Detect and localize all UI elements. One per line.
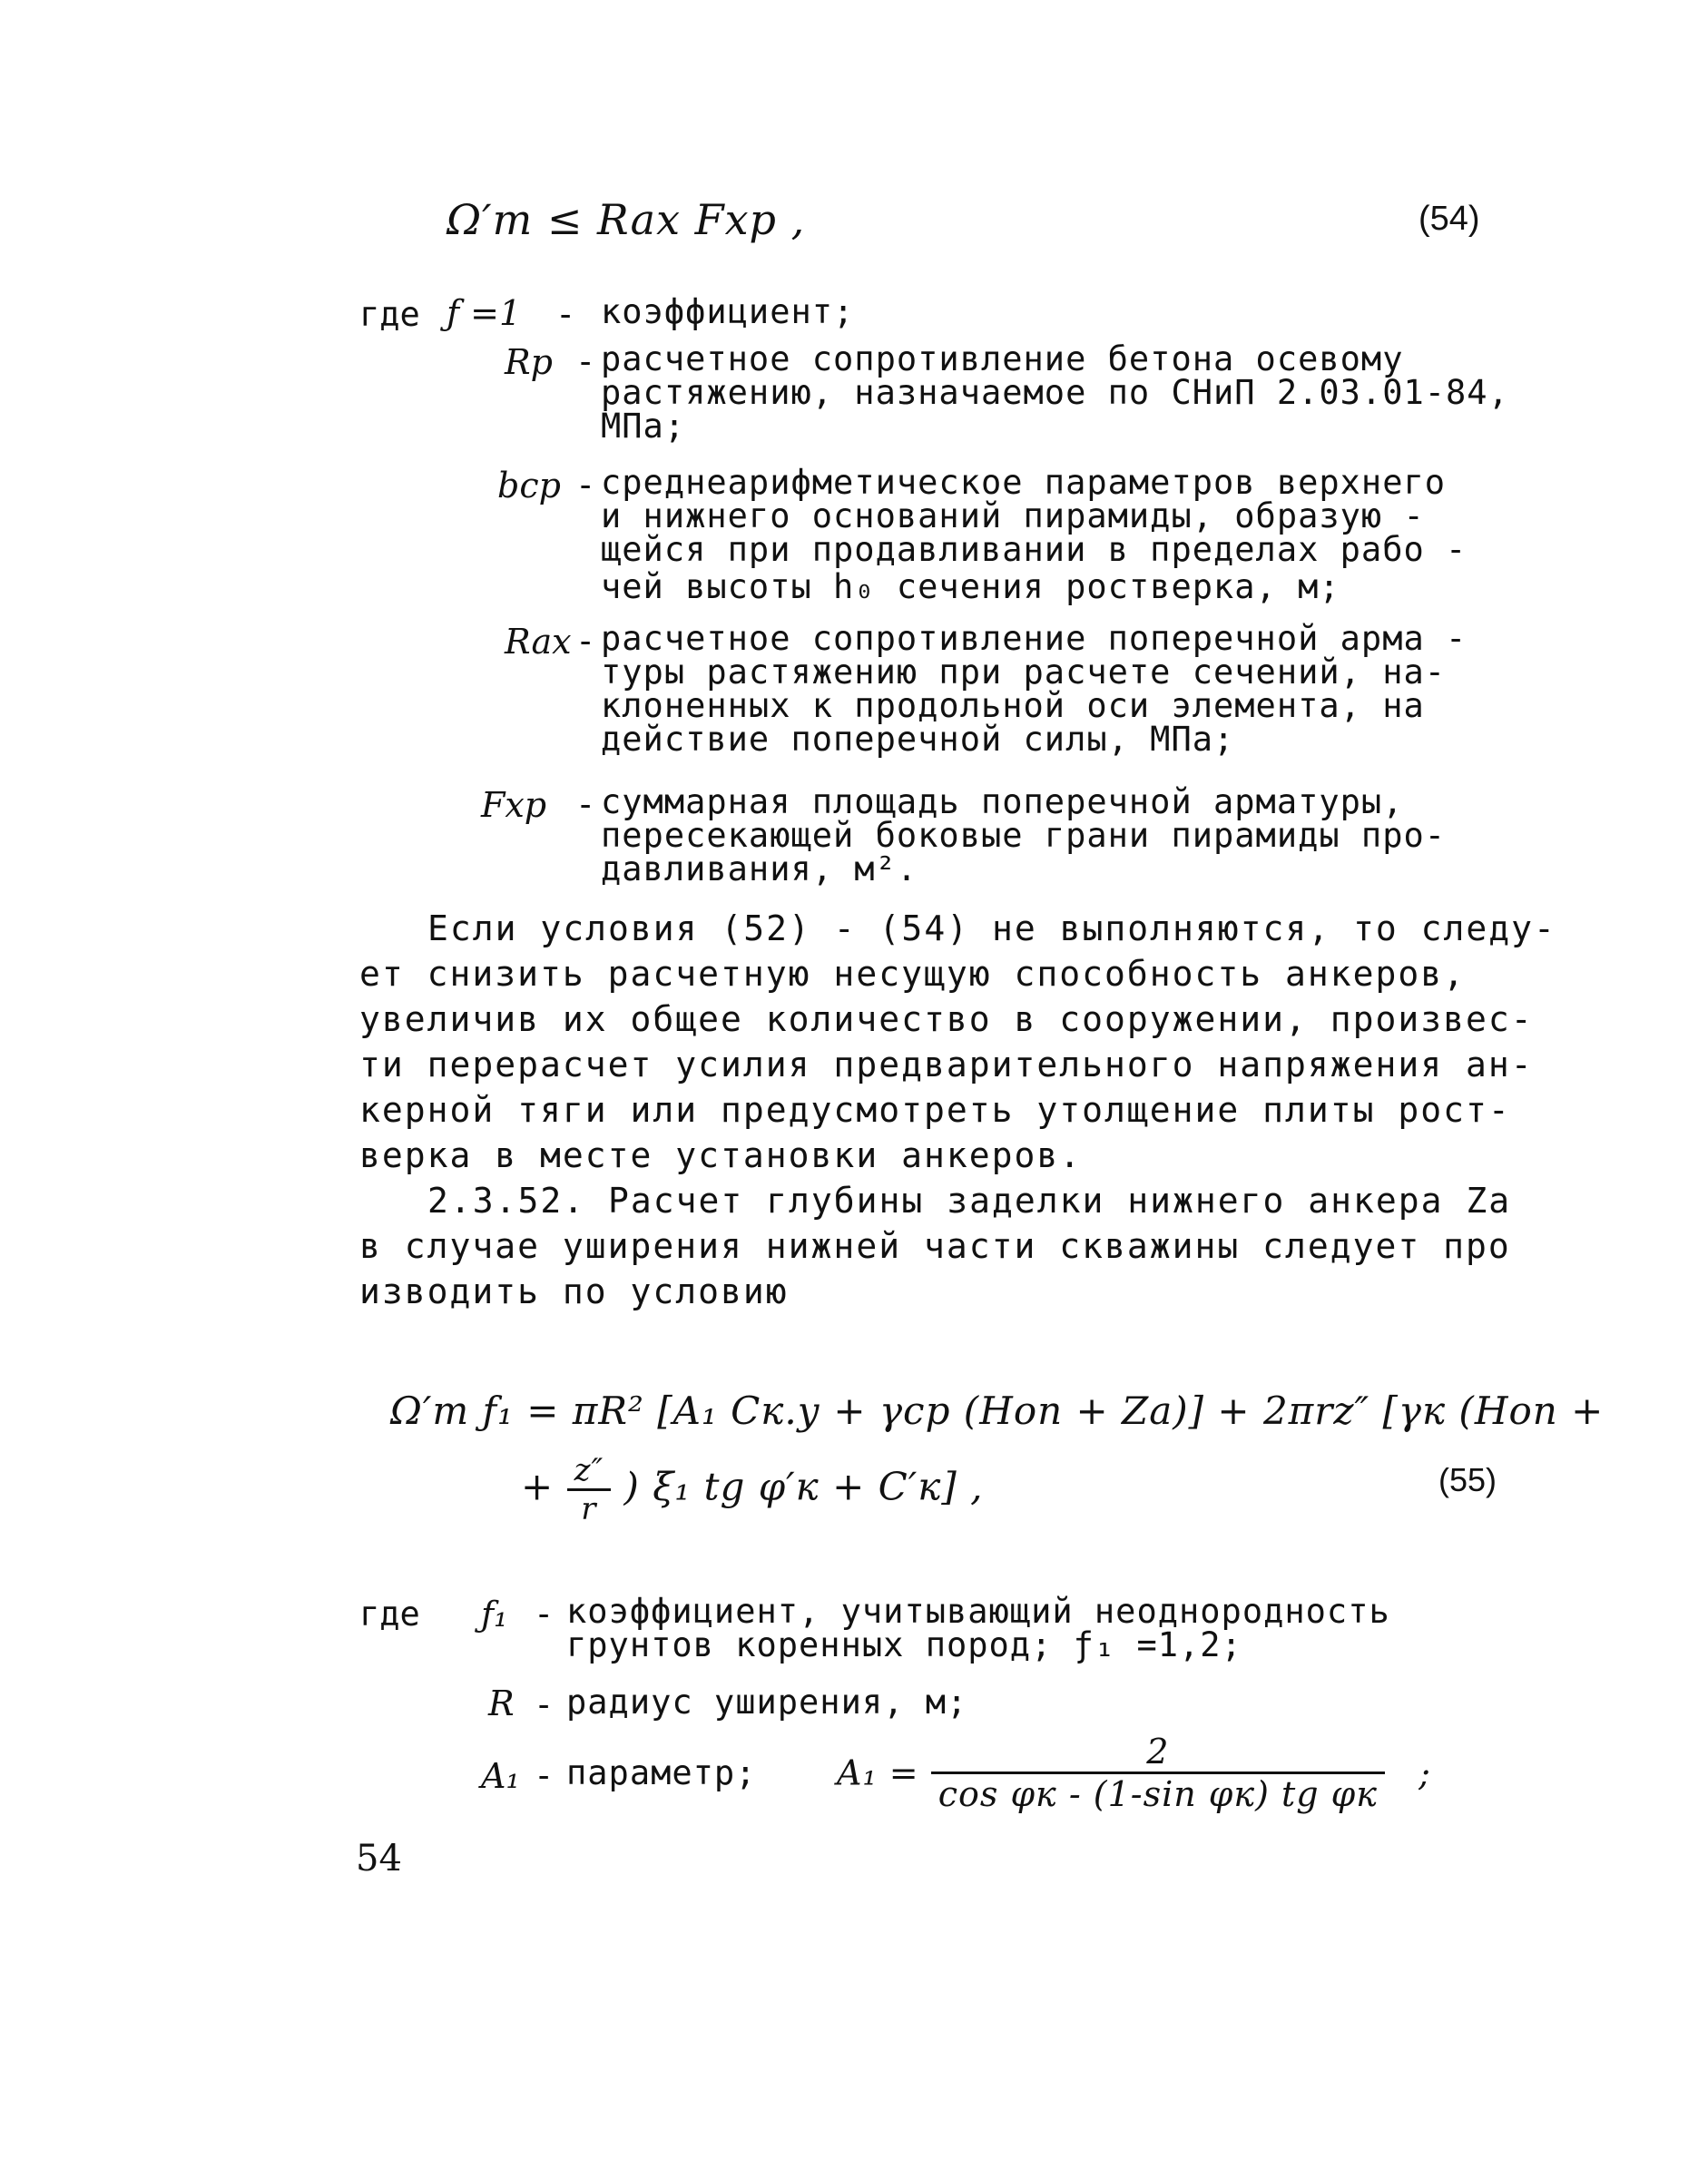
definition-line: чей высоты h₀ сечения ростверка, м; <box>601 567 1340 606</box>
dash: - <box>534 1595 555 1634</box>
dash: - <box>534 1685 555 1724</box>
symbol-fxp: Fxp <box>481 785 547 825</box>
definition-r <box>566 1683 1483 1722</box>
definition-line: среднеарифметическое параметров верхнего <box>601 463 1447 502</box>
a1-formula <box>837 1732 1431 1814</box>
equation-55-line1: Ω′т ƒ₁ = πR² [A₁ Cк.у + γср (Hоп + Za)] + 2πrz″ [γк (Hоп + <box>390 1389 1605 1433</box>
symbol-rax: Rax <box>505 622 572 662</box>
definition-line: расчетное сопротивление бетона осевому <box>601 339 1404 378</box>
definition-line: параметр; <box>566 1753 757 1792</box>
definition-line: туры растяжению при расчете сечений, на- <box>601 653 1447 692</box>
symbol-f1: ƒ₁ <box>481 1595 508 1634</box>
paragraph-line: ет снизить расчетную несущую способность анкеров, <box>359 954 1467 994</box>
a1-formula-lhs: A₁ = <box>837 1752 919 1793</box>
definition-f <box>601 292 1517 331</box>
definition-line: грунтов коренных пород; ƒ₁ =1,2; <box>566 1625 1242 1664</box>
equation-55-number: (55) <box>1438 1461 1497 1498</box>
where-label: где <box>359 295 420 334</box>
definition-line: пересекающей боковые грани пирамиды про- <box>601 816 1447 855</box>
plus-sign: + <box>521 1464 555 1509</box>
definition-line: радиус уширения, м; <box>566 1683 968 1722</box>
paragraph-line: верка в месте установки анкеров. <box>359 1135 1083 1175</box>
paragraph-line: керной тяги или предусмотреть утолщение плиты рост- <box>359 1090 1511 1130</box>
definition-rp <box>601 339 1517 446</box>
a1-fraction-denominator: cos φк - (1-sin φк) tg φк <box>937 1774 1378 1814</box>
definition-rax <box>601 619 1517 759</box>
symbol-a1: A₁ <box>481 1756 520 1796</box>
paragraph-line: увеличив их общее количество в сооружении, произвес- <box>359 999 1534 1039</box>
fraction-denominator: r <box>581 1491 597 1527</box>
paragraph-line: 2.3.52. Расчет глубины заделки нижнего анкера Za <box>427 1181 1512 1221</box>
dash: - <box>575 342 596 381</box>
definition-line: действие поперечной силы, МПа; <box>601 720 1235 759</box>
paragraph-conditions <box>359 906 1556 1178</box>
dash: - <box>555 295 576 334</box>
page-number: 54 <box>356 1838 402 1879</box>
equation-54-number: (54) <box>1418 200 1480 238</box>
definition-line: растяжению, назначаемое по СНиП 2.03.01-84, <box>601 373 1509 412</box>
definition-fxp <box>601 782 1517 888</box>
definition-line: суммарная площадь поперечной арматуры, <box>601 782 1404 821</box>
equation-55-line2-tail: ) ξ₁ tg φ′к + C′к] , <box>623 1464 984 1509</box>
definition-a1 <box>566 1753 802 1792</box>
definition-line: и нижнего оснований пирамиды, образую - <box>601 496 1425 535</box>
paragraph-line: в случае уширения нижней части скважины следует про <box>359 1226 1511 1266</box>
where-label: где <box>359 1595 420 1634</box>
symbol-r: R <box>488 1683 515 1723</box>
dash: - <box>575 466 596 505</box>
definition-f1 <box>566 1592 1528 1664</box>
dash: - <box>575 785 596 824</box>
definition-line: коэффициент; <box>601 292 855 331</box>
paragraph-line: изводить по условию <box>359 1271 789 1311</box>
definition-line: щейся при продавливании в пределах рабо - <box>601 530 1468 569</box>
fraction-z-over-r <box>567 1452 612 1527</box>
symbol-f: ƒ =1 <box>447 293 522 333</box>
fraction-numerator: z″ <box>567 1452 612 1491</box>
paragraph-line: Если условия (52) - (54) не выполняются, то следу- <box>427 908 1556 948</box>
dash: - <box>575 622 596 661</box>
definition-line: расчетное сопротивление поперечной арма - <box>601 619 1468 658</box>
definition-line: клоненных к продольной оси элемента, на <box>601 686 1425 725</box>
definition-line: давливания, м². <box>601 849 918 888</box>
equation-55-line2 <box>521 1452 983 1527</box>
dash: - <box>534 1756 555 1795</box>
equation-54: Ω′т ≤ Rax Fxp , <box>447 195 806 244</box>
a1-formula-tail: ; <box>1418 1752 1431 1793</box>
a1-fraction <box>931 1732 1385 1814</box>
symbol-bcp: bср <box>497 466 561 505</box>
symbol-rp: Rр <box>505 342 553 382</box>
paragraph-section-2-3-52 <box>359 1178 1511 1314</box>
definition-line: МПа; <box>601 407 686 446</box>
a1-fraction-numerator: 2 <box>931 1732 1385 1774</box>
paragraph-line: ти перерасчет усилия предварительного напряжения ан- <box>359 1045 1534 1084</box>
definition-bcp <box>601 463 1517 606</box>
definition-line: коэффициент, учитывающий неоднородность <box>566 1592 1390 1631</box>
